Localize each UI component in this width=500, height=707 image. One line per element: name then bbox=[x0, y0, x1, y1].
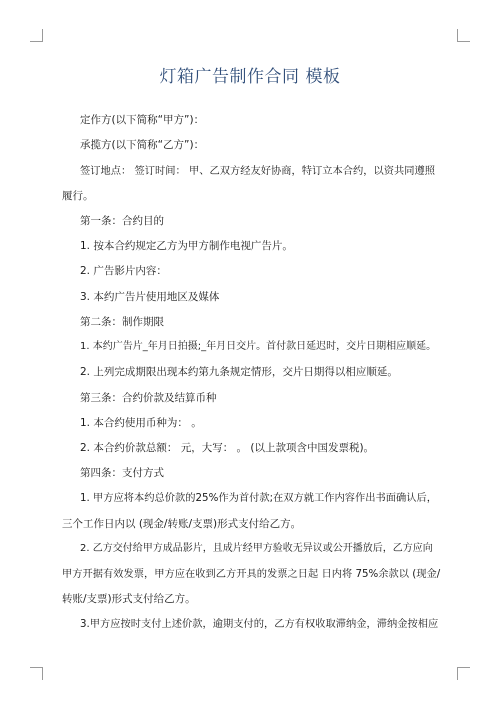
clause-line: 2. 乙方交付给甲方成品影片，且成片经甲方验收无异议或公开播放后，乙方应向 bbox=[80, 543, 433, 554]
article-heading: 第一条：合约目的 bbox=[80, 215, 164, 227]
clause-line: 1. 本合约使用币种为： 。 bbox=[80, 417, 202, 429]
article-heading: 第二条：制作期限 bbox=[80, 316, 164, 328]
clause-line-cont: 转账/支票)形式支付给乙方。 bbox=[62, 593, 196, 605]
clause-line: 3. 本约广告片使用地区及媒体 bbox=[80, 291, 220, 303]
document-title: 灯箱广告制作合同 模板 bbox=[159, 67, 341, 87]
article-heading: 第四条：支付方式 bbox=[80, 467, 164, 479]
clause-line: 1. 按本合约规定乙方为甲方制作电视广告片。 bbox=[80, 240, 293, 252]
clause-line: 3.甲方应按时支付上述价款，逾期支付的，乙方有权收取滞纳金，滞纳金按相应 bbox=[80, 618, 439, 630]
crop-mark-top-right bbox=[457, 29, 470, 42]
clause-line: 1. 本约广告片_年月日拍摄;_年月日交片。首付款日延迟时，交片日期相应顺延。 bbox=[80, 341, 437, 352]
clause-line: 2. 本合约价款总额： 元，大写： 。 (以上款项含中国发票税)。 bbox=[80, 442, 375, 454]
clause-line-cont: 三个工作日内以 (现金/转账/支票)形式支付给乙方。 bbox=[62, 518, 302, 530]
crop-mark-top-left bbox=[30, 29, 43, 42]
clause-line: 1. 甲方应将本约总价款的25%作为首付款;在双方就工作内容作出书面确认后， bbox=[80, 492, 438, 504]
clause-line: 2. 上列完成期限出现本约第九条规定情形，交片日期得以相应顺延。 bbox=[80, 366, 398, 378]
crop-mark-bottom-right bbox=[457, 667, 470, 680]
preamble-line: 签订地点： 签订时间： 甲、乙双方经友好协商，特订立本合约，以资共同遵照 bbox=[80, 165, 436, 177]
party-a-line: 定作方(以下简称“甲方”)： bbox=[80, 114, 205, 126]
article-heading: 第三条：合约价款及结算币种 bbox=[80, 392, 217, 404]
preamble-line-cont: 履行。 bbox=[62, 190, 94, 202]
clause-line-cont: 甲方开据有效发票，甲方应在收到乙方开具的发票之日起 日内将 75%余款以 (现金/ bbox=[62, 568, 441, 580]
crop-mark-bottom-left bbox=[30, 667, 43, 680]
clause-line: 2. 广告影片内容： bbox=[80, 265, 167, 277]
party-b-line: 承揽方(以下简称“乙方”)： bbox=[80, 139, 205, 151]
